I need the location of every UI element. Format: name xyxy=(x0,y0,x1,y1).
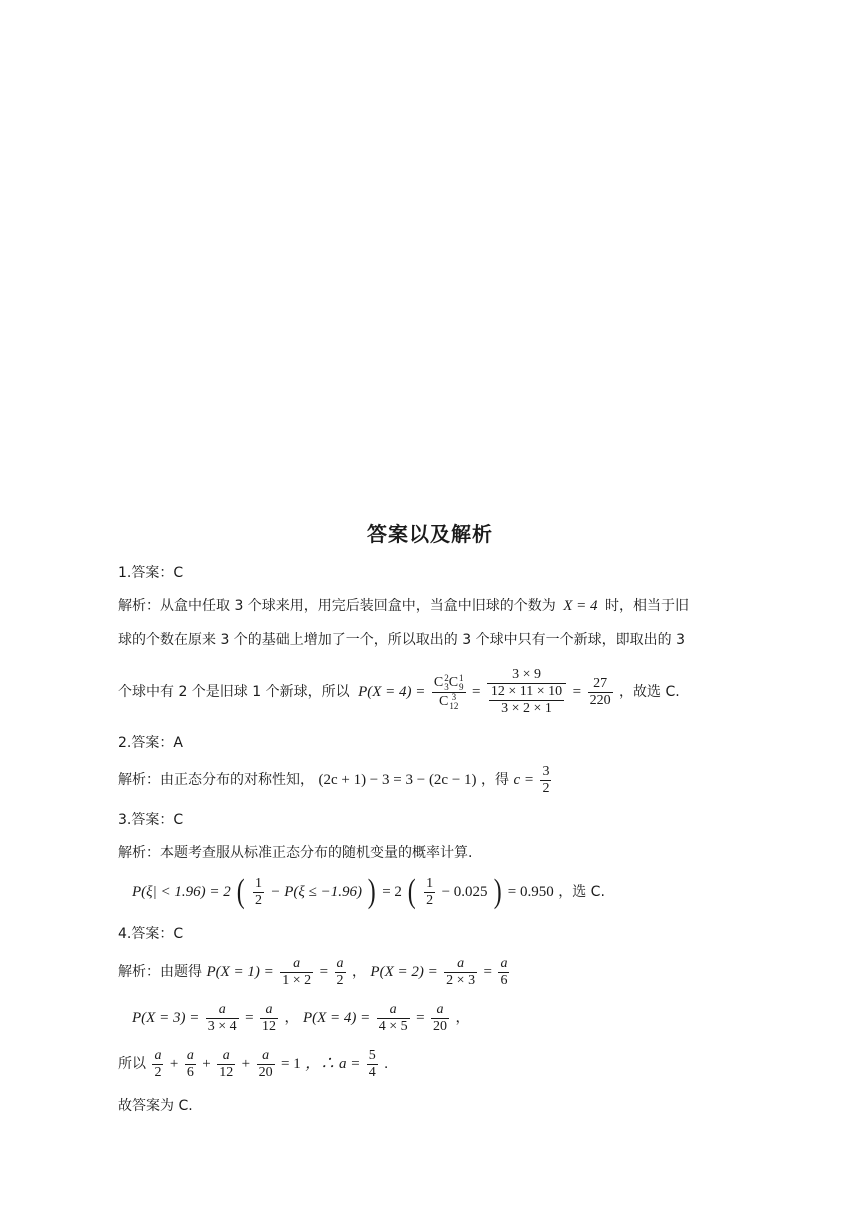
q4-p2-lhs: P(X = 2) = xyxy=(370,964,438,980)
q1-explain-line3: 个球中有 2 个是旧球 1 个新球，所以 P(X = 4) = C 2 3 C 1 9 C 3 12 = $\frac{3 \times 9}{\frac{12 \times 11 \times 10}{3 \times 2 \times 1}}$ = $\frac{27}{220}$ ，故选 C. xyxy=(118,667,680,716)
q4-answer: 4.答案：C xyxy=(118,926,184,942)
q3-formula-tail: ，选 C. xyxy=(558,884,605,900)
q4-explain-line3: 所以 $\frac{a}{2}$ + $\frac{a}{6}$ + $\frac{a}{12}$ + $\frac{a}{20}$ = 1 ，∴ a = $\frac{5}{4}$ . xyxy=(118,1047,388,1080)
q4-p4-lhs: P(X = 4) = xyxy=(302,1010,371,1026)
q2-c-fraction: $\frac{3}{2}$ xyxy=(542,763,550,796)
q1-result-fraction: $\frac{27}{220}$ xyxy=(589,675,611,708)
q3-formula-mid1: − P(ξ ≤ −1.96) xyxy=(270,884,362,900)
q2-explain-text-b: ，得 xyxy=(481,772,509,788)
q3-formula-mid2: − 0.025 xyxy=(441,884,488,900)
q4-therefore: ，∴ a = xyxy=(305,1056,361,1072)
q4-explain-text: 解析：由题得 xyxy=(118,964,202,980)
q2-c-eq: c = xyxy=(513,772,534,788)
q2-explain-line xyxy=(118,760,553,800)
q1-explain-text-d: ，故选 C. xyxy=(619,684,680,700)
q1-explain-text-b: 时，相当于旧 xyxy=(605,598,690,614)
q1-explain-text-a: 解析：从盒中任取 3 个球来用，用完后装回盒中，当盒中旧球的个数为 xyxy=(118,598,556,614)
q3-formula-line: P(ξ| < 1.96) = 2 ( $\frac{1}{2}$ − P(ξ ≤ −1.96) ) = 2 ( $\frac{1}{2}$ − 0.025 ) = 0.950 ，选 C. xyxy=(132,873,605,910)
q4-sum-prefix: 所以 xyxy=(118,1056,146,1072)
q1-answer: 1.答案：C xyxy=(118,565,184,581)
q1-explain-line1 xyxy=(118,596,689,616)
q3-formula-rhs: = 0.950 xyxy=(507,884,554,900)
q1-numeric-fraction: $\frac{3 \times 9}{\frac{12 \times 11 \times 10}{3 \times 2 \times 1}}$ xyxy=(487,667,566,717)
q4-p1-lhs: P(X = 1) = xyxy=(206,964,274,980)
q4-explain-line2: P(X = 3) = $\frac{a}{3 \times 4}$ = $\frac{a}{12}$ ， P(X = 4) = $\frac{a}{4 \times 5}$ = $\frac{a}{20}$ ， xyxy=(132,1001,470,1034)
q2-explain-text-a: 解析：由正态分布的对称性知， xyxy=(118,772,314,788)
page-title: 答案以及解析 xyxy=(367,522,493,546)
q3-formula-eq2: = 2 xyxy=(382,884,402,900)
q1-explain-line2: 球的个数在原来 3 个的基础上增加了一个，所以取出的 3 个球中只有一个新球，即取出的 3 xyxy=(118,632,685,648)
q3-explain-line: 解析：本题考查服从标准正态分布的随机变量的概率计算. xyxy=(118,845,473,861)
q3-half-fraction-1: $\frac{1}{2}$ xyxy=(254,875,262,908)
q3-answer: 3.答案：C xyxy=(118,812,184,828)
q4-a-fraction: $\frac{5}{4}$ xyxy=(368,1047,376,1080)
q1-explain-text-c: 个球中有 2 个是旧球 1 个新球，所以 xyxy=(118,684,350,700)
q2-answer: 2.答案：A xyxy=(118,735,183,751)
q1-x-eq-4: X = 4 xyxy=(563,598,598,614)
q3-formula-lhs: P(ξ| < 1.96) = 2 xyxy=(132,884,231,900)
q4-final-line: 故答案为 C. xyxy=(118,1098,193,1114)
q3-half-fraction-2: $\frac{1}{2}$ xyxy=(426,875,434,908)
q1-formula-lhs: P(X = 4) = xyxy=(358,684,426,700)
q2-equation: (2c + 1) − 3 = 3 − (2c − 1) xyxy=(318,772,477,788)
q4-p3-lhs: P(X = 3) = xyxy=(132,1010,200,1026)
q1-combination-fraction: C 2 3 C 1 9 C 3 12 xyxy=(433,672,464,711)
q4-explain-line1: 解析：由题得 P(X = 1) = $\frac{a}{1 \times 2}$ = $\frac{a}{2}$ ， P(X = 2) = $\frac{a}{2 \times 3}$ = $\frac{a}{6}$ xyxy=(118,955,508,988)
